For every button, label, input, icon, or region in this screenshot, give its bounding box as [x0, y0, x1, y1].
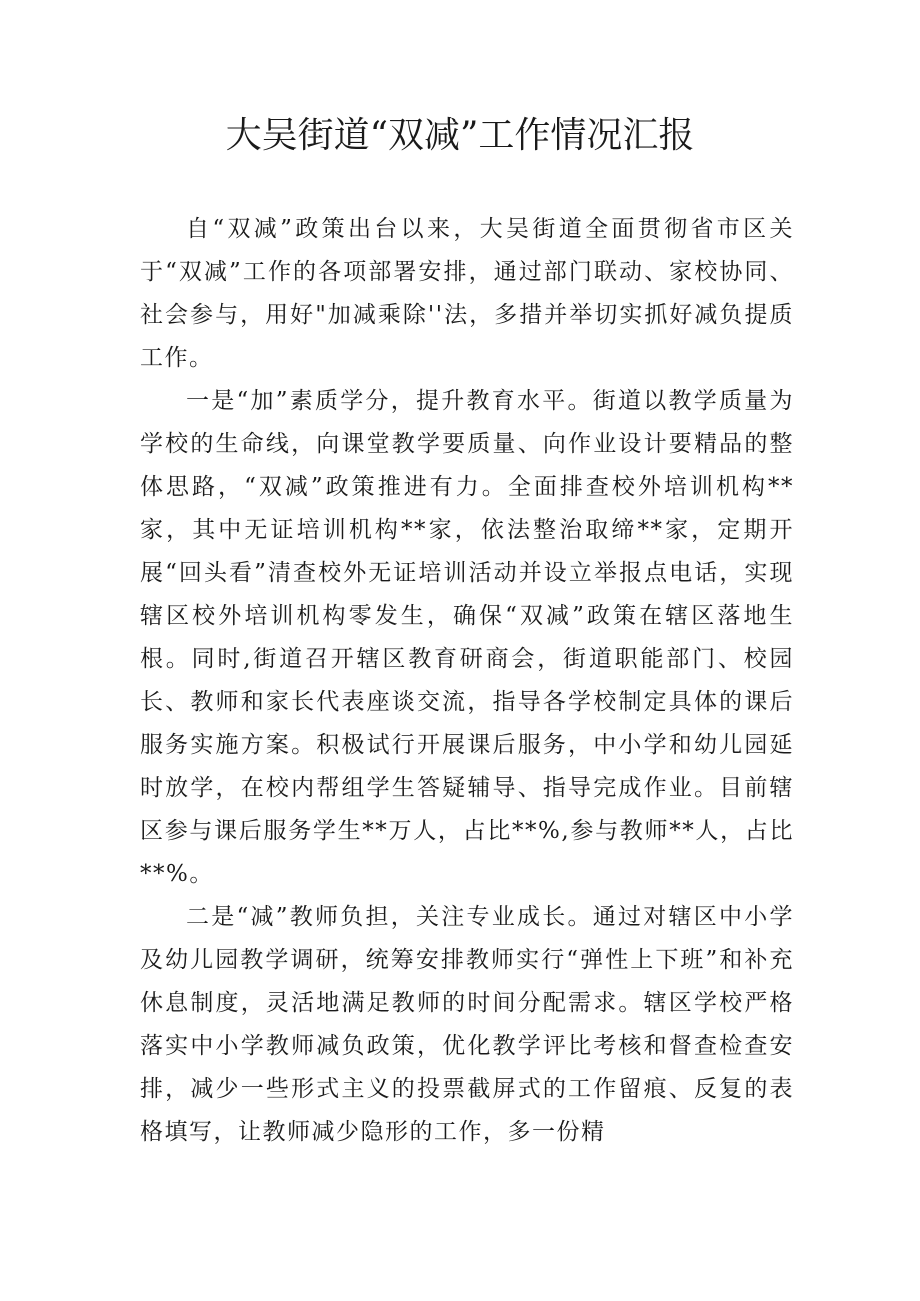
paragraph-intro: 自“双减”政策出台以来，大吴街道全面贯彻省市区关于“双减”工作的各项部署安排，通过部门联动、家校协同、社会参与，用好"加减乘除''法，多措并举切实抓好减负提质工作。 — [140, 216, 794, 371]
document-body — [140, 208, 794, 1154]
paragraph-addition: 一是“加”素质学分，提升教育水平。街道以教学质量为学校的生命线，向课堂教学要质量、向作业设计要精品的整体思路，“双减”政策推进有力。全面排查校外培训机构**家，其中无证培训机构**家，依法整治取缔**家，定期开展“回头看”清查校外无证培训活动并设立举报点电话，实现辖区校外培训机构零发生，确保“双减”政策在辖区落地生根。同时,街道召开辖区教育研商会，街道职能部门、校园长、教师和家长代表座谈交流，指导各学校制定具体的课后服务实施方案。积极试行开展课后服务，中小学和幼儿园延时放学，在校内帮组学生答疑辅导、指导完成作业。目前辖区参与课后服务学生**万人，占比**%,参与教师**人，占比**%。 — [140, 388, 794, 887]
document-title: 大吴街道“双减”工作情况汇报 — [225, 115, 695, 156]
paragraph-reduction: 二是“减”教师负担，关注专业成长。通过对辖区中小学及幼儿园教学调研，统筹安排教师实行“弹性上下班”和补充休息制度，灵活地满足教师的时间分配需求。辖区学校严格落实中小学教师减负政策，优化教学评比考核和督查检查安排，减少一些形式主义的投票截屏式的工作留痕、反复的表格填写，让教师减少隐形的工作，多一份精 — [140, 904, 794, 1145]
